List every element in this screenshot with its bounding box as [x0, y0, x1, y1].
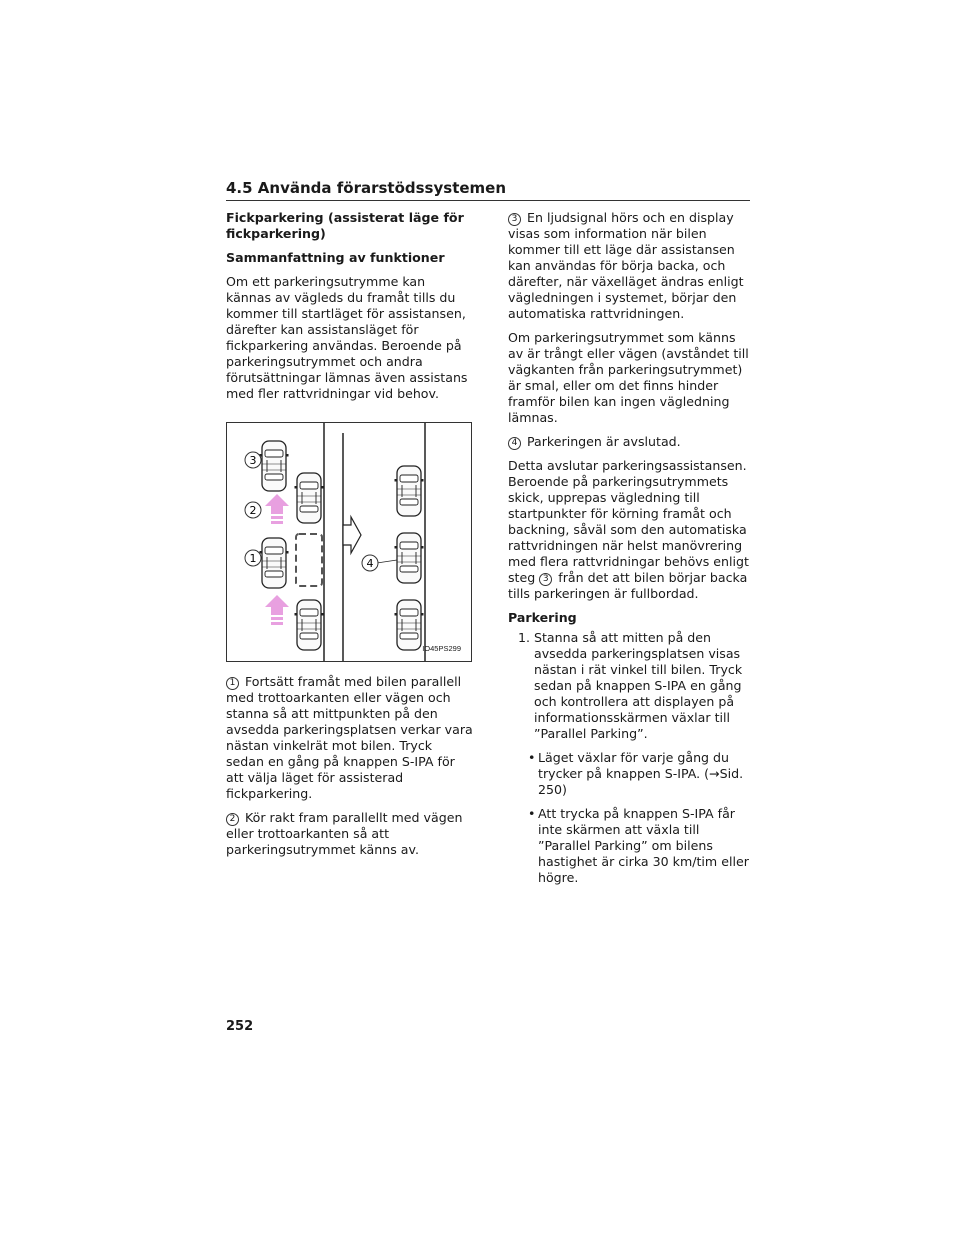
parked-car-rear [295, 600, 324, 650]
subheading: Sammanfattning av funktioner [226, 250, 445, 265]
bullet-item-2 [528, 806, 752, 886]
step-label-3 [245, 452, 261, 468]
step-2-badge: 2 [226, 813, 239, 826]
parked-car-front-after [395, 466, 424, 516]
step-label-4 [362, 555, 378, 571]
step-label-4-text: 4 [366, 557, 374, 570]
step-label-1-text: 1 [249, 552, 257, 565]
parked-car-front [295, 473, 324, 523]
left-column [226, 210, 474, 866]
step-2 [226, 810, 474, 858]
figure-code: IO45PS299 [422, 644, 461, 653]
step-3-text: En ljudsignal hörs och en display visas som information när bilen kommer till ett läge där assistansen kan användas för börja backa, och därefter, när växelläget ändras enligt vägledningen i systemet, börjar den automatiska rattvridningen. [508, 210, 744, 321]
list-text: Stanna så att mitten på den avsedda parkeringsplatsen visas nästan i rät vinkel till bilen. Tryck sedan på knappen S-IPA en gång och kontrollera att displayen på informationsskärmen växlar till ”Parallel Parking”. [534, 630, 743, 741]
step-1-text: Fortsätt framåt med bilen parallell med trottoarkanten eller vägen och stanna så att mittpunkten på den avsedda parkeringsplatsen verkar vara nästan vinkelrät mot bilen. Tryck sedan en gång på knappen S-IPA för att välja läget för assisterad fickparkering. [226, 674, 473, 801]
transition-arrow [343, 517, 361, 553]
parking-heading: Parkering [508, 610, 577, 625]
step-3 [508, 210, 752, 322]
completion-paragraph [508, 458, 752, 602]
bullet-item-1 [528, 750, 752, 798]
right-column [508, 210, 752, 894]
parking-diagram [226, 422, 472, 662]
step-label-1 [245, 550, 261, 566]
step-2-text: Kör rakt fram parallellt med vägen eller trottoarkanten så att parkeringsutrymmet känns av. [226, 810, 463, 857]
moving-car-position-3 [260, 441, 289, 491]
step-label-3-text: 3 [249, 454, 257, 467]
step-ref-badge: 3 [539, 573, 552, 586]
completion-text-b: från det att bilen börjar backa tills parkeringen är fullbordad. [508, 570, 748, 601]
bullet-text-1: Läget växlar för varje gång du trycker på knappen S-IPA. (→Sid. 250) [538, 750, 744, 797]
moving-car-position-1 [260, 538, 289, 588]
label-4-leader [377, 560, 397, 563]
step-4 [508, 434, 752, 450]
list-number: 1. [518, 630, 531, 645]
parking-diagram-svg [227, 423, 471, 661]
bullet-dot: • [528, 806, 536, 821]
step-1-badge: 1 [226, 677, 239, 690]
step-1 [226, 674, 474, 802]
bullet-dot: • [528, 750, 536, 765]
header-rule [226, 200, 750, 201]
section-heading: Fickparkering (assisterat läge för fickparkering) [226, 210, 464, 241]
parked-car-rear-after [395, 600, 424, 650]
step-4-text: Parkeringen är avslutad. [527, 434, 681, 449]
bullet-text-2: Att trycka på knappen S-IPA får inte skärmen att växla till ”Parallel Parking” om bilens hastighet är cirka 30 km/tim eller högre. [538, 806, 749, 885]
step-label-2-text: 2 [249, 504, 257, 517]
step-label-2 [245, 502, 261, 518]
page-number: 252 [226, 1019, 254, 1034]
step-3-badge: 3 [508, 213, 521, 226]
section-header [226, 178, 750, 201]
parked-car-final [395, 533, 424, 583]
narrow-space-paragraph: Om parkeringsutrymmet som känns av är trångt eller vägen (avståndet till vägkanten från parkeringsutrymmet) är smal, eller om det finns hinder framför bilen kan ingen vägledning lämnas. [508, 330, 749, 425]
step-4-badge: 4 [508, 437, 521, 450]
target-parking-space [296, 534, 322, 586]
intro-paragraph: Om ett parkeringsutrymme kan kännas av vägleds du framåt tills du kommer till startläget för assistansen, därefter kan assistansläget för fickparkering användas. Beroende på parkeringsutrymmet och andra förutsättningar lämnas även assistans med fler rattvridningar vid behov. [226, 274, 468, 401]
section-title: 4.5 Använda förarstödssystemen [226, 179, 507, 197]
forward-arrow-lower [265, 595, 289, 625]
numbered-item-1 [518, 630, 752, 742]
forward-arrow-upper [265, 494, 289, 524]
completion-text-a: Detta avslutar parkeringsassistansen. Beroende på parkeringsutrymmets skick, upprepas vägledning till startpunkter för körning framåt och backning, såväl som den automatiska rattvridningen när helst manövrering med flera rattvridningar behövs enligt steg [508, 458, 749, 585]
